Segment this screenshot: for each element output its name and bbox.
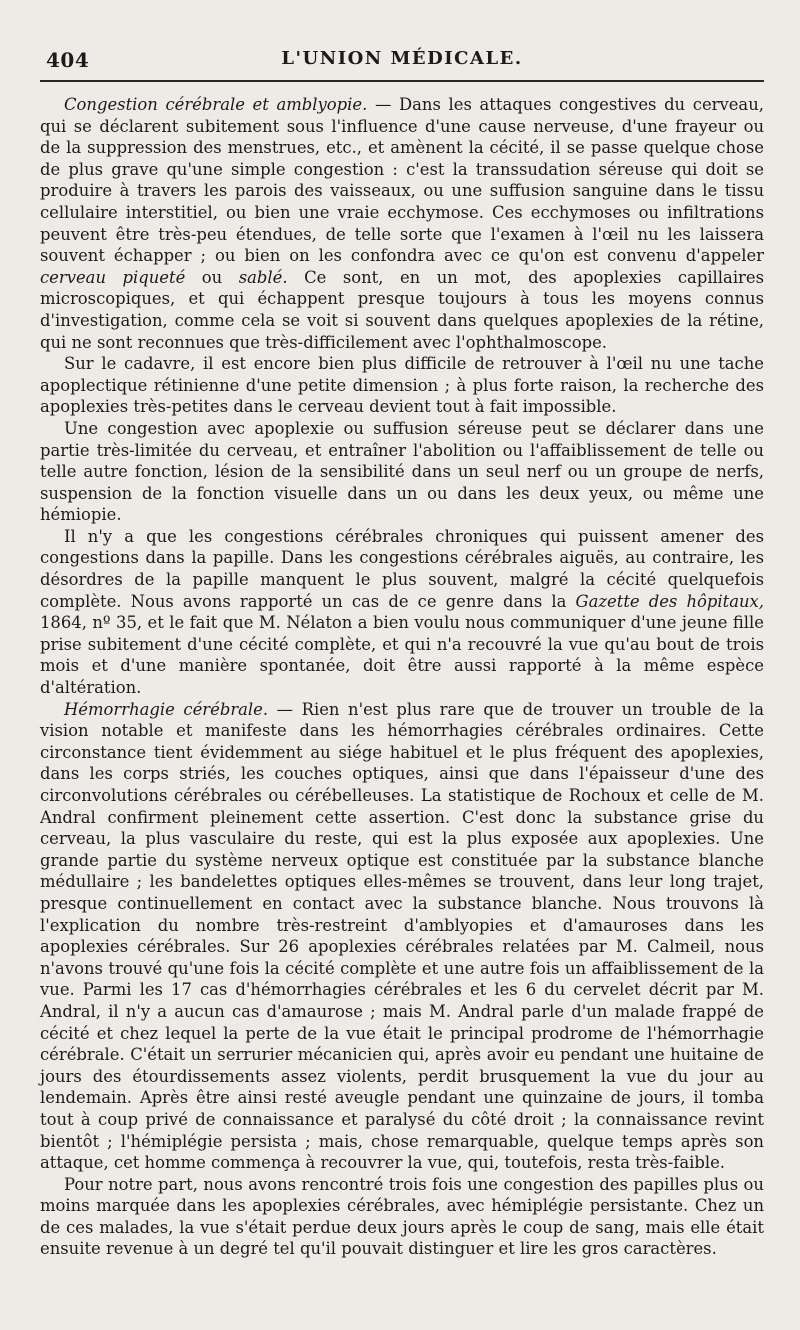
paragraph-papille: Il n'y a que les congestions cérébrales chroniques qui puissent amener des congestions dans la papille. Dans les congestions cérébrales aiguës, au contraire, les désordres de la papille manquent le plus souvent, malgré la cécité quelquefois complète. Nous avons rapporté un cas de ce genre dans la Gazette des hôpitaux, 1864, nº 35, et le fait que M. Nélaton a bien voulu nous communiquer d'une jeune fille prise subitement d'une cécité complète, et qui n'a recouvré la vue qu'au bout de trois mois et d'une manière spontanée, doit être aussi rapporté à la même espèce d'altération. — [40, 526, 764, 698]
running-title: L'UNION MÉDICALE. — [281, 48, 523, 69]
paragraph-hemorrhagie: Hémorrhagie cérébrale. — Rien n'est plus rare que de trouver un trouble de la vision notable et manifeste dans les hémorrhagies cérébrales ordinaires. Cette circonstance tient évidemment au siége habituel et le plus fréquent des apoplexies, dans les corps striés, les couches optiques, ainsi que dans l'épaisseur d'une des circonvolutions cérébrales ou cérébelleuses. La statistique de Rochoux et celle de M. Andral confirment pleinement cette assertion. C'est donc la substance grise du cerveau, la plus vasculaire du reste, qui est la plus exposée aux apoplexies. Une grande partie du système nerveux optique est constituée par la substance blanche médullaire ; les bandelettes optiques elles-mêmes se trouvent, dans leur long trajet, presque continuellement en contact avec la substance blanche. Nous trouvons là l'explication du nombre très-restreint d'amblyopies et d'amauroses dans les apoplexies cérébrales. Sur 26 apoplexies cérébrales relatées par M. Calmeil, nous n'avons trouvé qu'une fois la cécité complète et une autre fois un affaiblissement de la vue. Parmi les 17 cas d'hémorrhagies cérébrales et les 6 du cervelet décrit par M. Andral, il n'y a aucun cas d'amaurose ; mais M. Andral parle d'un malade frappé de cécité et chez lequel la perte de la vue était le principal prodrome de l'hémorrhagie cérébrale. C'était un serrurier mécanicien qui, après avoir eu pendant une huitaine de jours des étourdissements assez violents, perdit brusquement la vue du jour au lendemain. Après être ainsi resté aveugle pendant une quinzaine de jours, il tomba tout à coup privé de connaissance et paralysé du côté droit ; la connaissance revint bientôt ; l'hémiplégie persista ; mais, chose remarquable, quelque temps après son attaque, cet homme commença à recouvrer la vue, qui, toutefois, resta très-faible. — [40, 699, 764, 1173]
paragraph-notre-part: Pour notre part, nous avons rencontré trois fois une congestion des papilles plus ou moins marquée dans les apoplexies cérébrales, avec hémiplégie persistante. Chez un de ces malades, la vue s'était perdue deux jours après le coup de sang, mais elle était ensuite revenue à un degré tel qu'il pouvait distinguer et lire les gros caractères. — [40, 1174, 764, 1259]
section-heading-hemorrhagie: Hémorrhagie cérébrale. — [64, 699, 269, 719]
paragraph-cadavre: Sur le cadavre, il est encore bien plus difficile de retrouver à l'œil nu une tache apoplectique rétinienne d'une petite dimension ; à plus forte raison, la recherche des apoplexies très-petites dans le cerveau devient tout à fait impossible. — [40, 354, 764, 417]
paragraph-apoplexie: Une congestion avec apoplexie ou suffusion séreuse peut se déclarer dans une partie très-limitée du cerveau, et entraîner l'abolition ou l'affaiblissement de telle ou telle autre fonction, lésion de la sensibilité dans un seul nerf ou un groupe de nerfs, suspension de la fonction visuelle dans un ou dans les deux yeux, ou même une hémiopie. — [40, 418, 764, 525]
article-body — [40, 94, 764, 1260]
page-number: 404 — [46, 48, 90, 72]
header-rule — [40, 80, 764, 82]
page-header — [40, 48, 764, 76]
section-heading-congestion: Congestion cérébrale et amblyopie. — [64, 95, 368, 114]
paragraph-congestion: Congestion cérébrale et amblyopie. — Dans les attaques congestives du cerveau, qui se déclarent subitement sous l'influence d'une cause nerveuse, d'une frayeur ou de la suppression des menstrues, etc., et amènent la cécité, il se passe quelque chose de plus grave qu'une simple congestion : c'est la transsudation séreuse qui doit se produire à travers les parois des vaisseaux, ou une suffusion sanguine dans le tissu cellulaire interstitiel, ou bien une vraie ecchymose. Ces ecchymoses ou infiltrations peuvent être très-peu étendues, de telle sorte que l'examen à l'œil nu les laissera souvent échapper ; ou bien on les confondra avec ce qu'on est convenu d'appeler cerveau piqueté ou sablé. Ce sont, en un mot, des apoplexies capillaires microscopiques, et qui échappent presque toujours à tous les moyens connus d'investigation, comme cela se voit si souvent dans quelques apoplexies de la rétine, qui ne sont reconnues que très-difficilement avec l'ophthalmoscope. — [40, 95, 765, 352]
